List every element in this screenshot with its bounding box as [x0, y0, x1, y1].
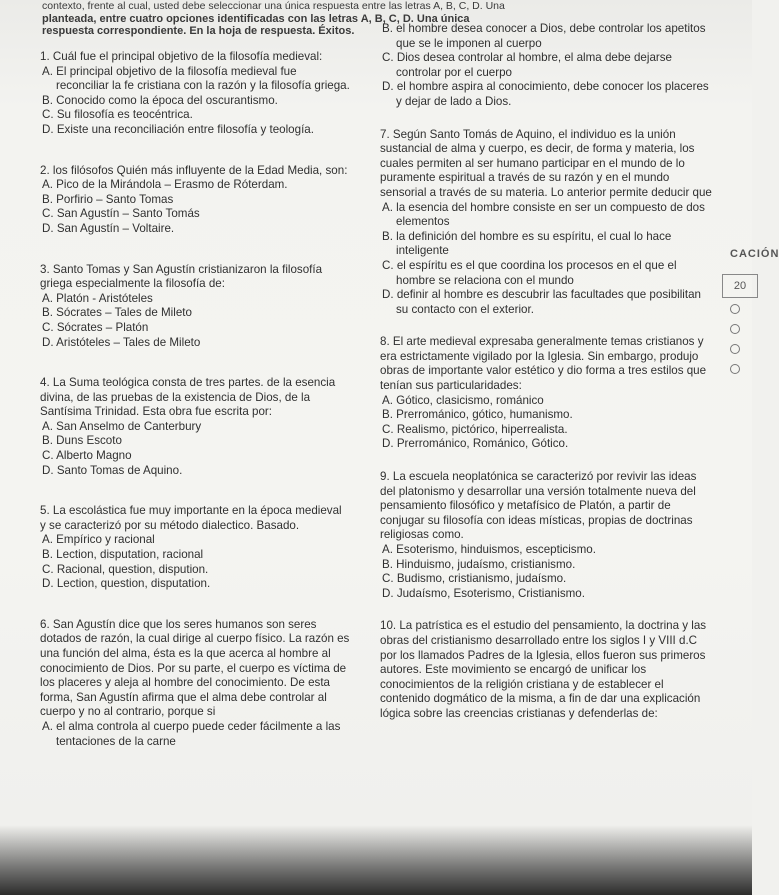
- instructions-line: planteada, entre cuatro opciones identificadas con las letras A, B, C, D. Una única: [42, 12, 470, 25]
- question-6: 6. San Agustín dice que los seres humanos son seres dotados de razón, la cual dirige al cuerpo físico. La razón es una función del alma, ésta es la que acerca al hombre al conocimiento de Dios. Por su parte, el cuerpo es víctima de los placeres y aleja al hombre del conocimiento. De esta forma, San Agustín afirma que el alma debe controlar al cuerpo y no al contrario, porque si: [40, 617, 350, 719]
- option-4c: C. Alberto Magno: [42, 449, 132, 463]
- option-4d: D. Santo Tomas de Aquino.: [42, 463, 183, 477]
- option-7b: B. la definición del hombre es su espíritu, el cual lo hace inteligente: [382, 229, 672, 258]
- option-3c: C. Sócrates – Platón: [42, 320, 149, 334]
- side-caption: CACIÓN: [730, 248, 779, 260]
- option-2d: D. San Agustín – Voltaire.: [42, 221, 175, 235]
- photo-shadow: [0, 825, 752, 895]
- option-7c: C. el espíritu es el que coordina los procesos en el que el hombre se relaciona con el mundo: [382, 258, 677, 287]
- side-number-box: 20: [722, 274, 758, 298]
- option-3a: A. Platón - Aristóteles: [42, 291, 153, 305]
- question-9: 9. La escuela neoplatónica se caracterizó por revivir las ideas del platonismo y desarrollar una versión totalmente nueva del pensamiento filosófico y metafísico de Platón, a partir de conjugar su filosofía con ideas místicas, propias de doctrinas religiosas como.: [380, 470, 697, 542]
- option-1a: A. El principal objetivo de la filosofía medieval fue reconciliar la fe cristiana con la razón y la filosofía griega.: [42, 64, 350, 93]
- answer-sheet-edge: [706, 240, 779, 430]
- left-column: [40, 50, 350, 749]
- option-3b: B. Sócrates – Tales de Mileto: [42, 306, 192, 320]
- option-2c: C. San Agustín – Santo Tomás: [42, 207, 200, 221]
- option-5a: A. Empírico y racional: [42, 533, 155, 547]
- option-9a: A. Esoterismo, hinduismos, escepticismo.: [382, 543, 596, 556]
- instructions-line: contexto, frente al cual, usted debe seleccionar una única respuesta entre las letras A, B, C, D. Una: [42, 0, 505, 12]
- option-1b: B. Conocido como la época del oscurantismo.: [42, 93, 278, 107]
- option-4b: B. Duns Escoto: [42, 434, 122, 448]
- right-column: [380, 22, 715, 722]
- question-7: 7. Según Santo Tomás de Aquino, el individuo es la unión sustancial de alma y cuerpo, es decir, de forma y materia, los cuales permiten al ser humano participar en el mundo de lo puramente espiritual a través de su razón y en el mundo sensorial a través de su materia. Lo anterior permite deducir que: [380, 127, 712, 199]
- answer-bubble-icon: [730, 344, 740, 354]
- option-8d: D. Prerrománico, Románico, Gótico.: [382, 437, 569, 451]
- option-8c: C. Realismo, pictórico, hiperrealista.: [382, 422, 568, 436]
- answer-bubble-icon: [730, 324, 740, 334]
- option-3d: D. Aristóteles – Tales de Mileto: [42, 335, 201, 349]
- option-9b: B. Hinduismo, judaísmo, cristianismo.: [382, 557, 576, 571]
- option-9d: D. Judaísmo, Esoterismo, Cristianismo.: [382, 586, 585, 600]
- option-6d: D. el hombre aspira al conocimiento, debe conocer los placeres y dejar de lado a Dios.: [382, 80, 709, 108]
- option-8a: A. Gótico, clasicismo, románico: [382, 393, 544, 407]
- option-9c: C. Budismo, cristianismo, judaísmo.: [382, 572, 567, 586]
- option-6b: B. el hombre desea conocer a Dios, debe controlar los apetitos que se le imponen al cuerpo: [382, 22, 706, 50]
- answer-bubble-icon: [730, 304, 740, 314]
- question-5: 5. La escolástica fue muy importante en la época medieval y se caracterizó por su método dialectico. Basado.: [40, 504, 342, 532]
- option-2a: A. Pico de la Mirándola – Erasmo de Róterdam.: [42, 178, 288, 192]
- question-2: 2. los filósofos Quién más influyente de la Edad Media, son:: [40, 163, 348, 177]
- option-5b: B. Lection, disputation, racional: [42, 548, 204, 562]
- question-1: 1. Cuál fue el principal objetivo de la filosofía medieval:: [40, 50, 323, 63]
- question-4: 4. La Suma teológica consta de tres partes. de la esencia divina, de las pruebas de la existencia de Dios, de la Santísima Trinidad. Esta obra fue escrita por:: [40, 376, 336, 419]
- option-5c: C. Racional, question, dispution.: [42, 562, 209, 576]
- option-1d: D. Existe una reconciliación entre filosofía y teología.: [42, 122, 314, 136]
- option-1c: C. Su filosofía es teocéntrica.: [42, 108, 193, 122]
- option-7d: D. definir al hombre es descubrir las facultades que posibilitan su contacto con el exterior.: [382, 288, 701, 316]
- instructions-line: respuesta correspondiente. En la hoja de respuesta. Éxitos.: [42, 25, 355, 37]
- question-10: 10. La patrística es el estudio del pensamiento, la doctrina y las obras del cristianismo desarrollado entre los siglos I y VIII d.C por los llamados Padres de la Iglesia, ellos fueron sus primeros autores. Este movimiento se encargó de unificar los conocimientos de la religión cristiana y de establecer el contenido dogmático de la misma, a fin de dar una explicación lógica sobre las creencias cristianas y defenderlas de:: [380, 619, 707, 720]
- option-8b: B. Prerrománico, gótico, humanismo.: [382, 408, 573, 422]
- question-8: 8. El arte medieval expresaba generalmente temas cristianos y era estrictamente vigilado por la Iglesia. Sin embargo, produjo obras de importante valor estético y dio forma a tres estilos que tenían sus particularidades:: [380, 335, 707, 393]
- option-7a: A. la esencia del hombre consiste en ser un compuesto de dos elementos: [382, 200, 705, 229]
- question-3: 3. Santo Tomas y San Agustín cristianizaron la filosofía griega especialmente la filosofía de:: [40, 262, 323, 291]
- option-6a: A. el alma controla al cuerpo puede ceder fácilmente a las tentaciones de la carne: [42, 719, 341, 748]
- answer-bubble-icon: [730, 364, 740, 374]
- option-6c: C. Dios desea controlar al hombre, el alma debe dejarse controlar por el cuerpo: [382, 51, 672, 79]
- option-4a: A. San Anselmo de Canterbury: [42, 419, 202, 433]
- option-5d: D. Lection, question, disputation.: [42, 577, 211, 591]
- option-2b: B. Porfirio – Santo Tomas: [42, 192, 174, 206]
